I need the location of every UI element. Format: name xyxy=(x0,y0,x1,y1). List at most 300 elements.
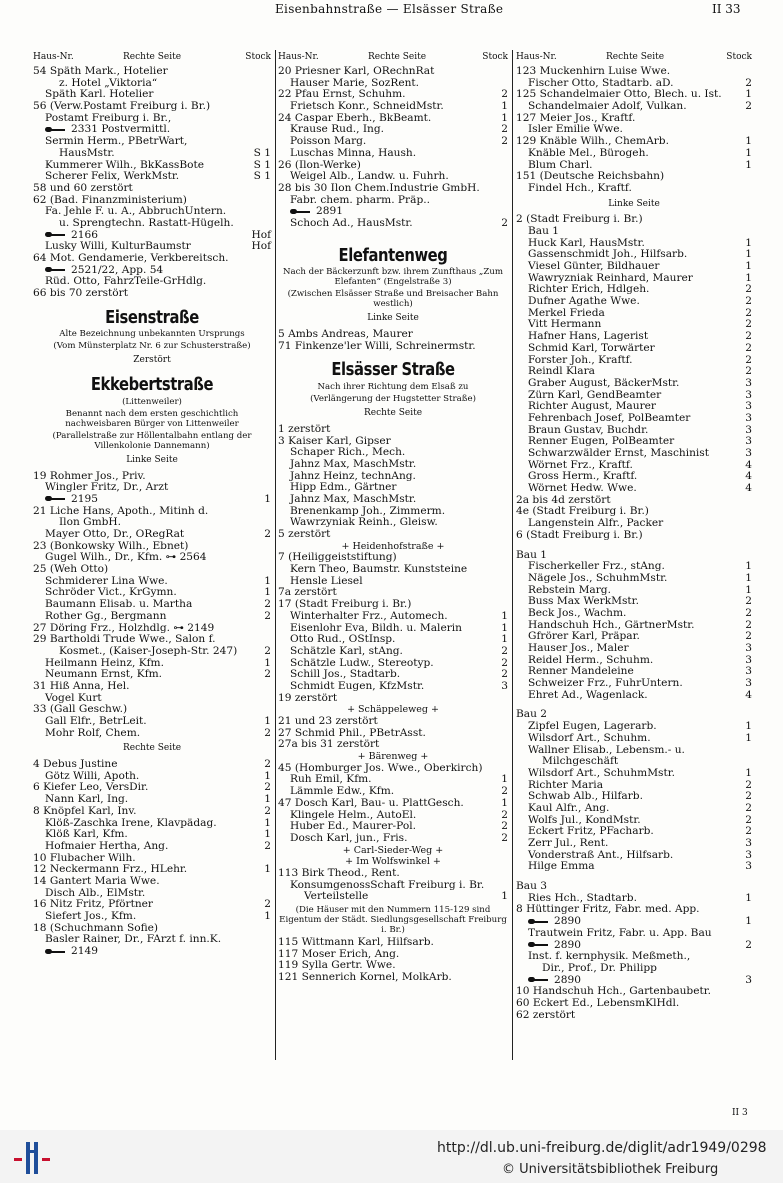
resident-entry xyxy=(33,728,271,740)
entry-text: Schweizer Frz., FuhrUntern. xyxy=(528,677,683,690)
entry-text: Weigel Alb., Landw. u. Fuhrh. xyxy=(290,170,449,183)
entry-text: Merkel Frieda xyxy=(528,306,605,319)
entry-text: 8 Hüttinger Fritz, Fabr. med. App. xyxy=(516,903,700,916)
entry-text: Buss Max WerkMstr. xyxy=(528,595,639,608)
spacer xyxy=(516,542,752,550)
entry-text: 58 und 60 zerstört xyxy=(33,181,133,194)
floor-value: 1 xyxy=(264,828,271,841)
entry-text: 10 Flubacher Wilh. xyxy=(33,851,136,864)
side-heading: Rechte Seite xyxy=(122,743,182,754)
entry-text: Postamt Freiburg i. Br., xyxy=(45,111,172,124)
resident-entry xyxy=(33,218,271,230)
resident-entry xyxy=(516,928,752,940)
entry-text: Kummerer Wilh., BkKassBote xyxy=(45,158,205,171)
entry-text: Basler Rainer, Dr., FArzt f. inn.K. xyxy=(45,933,222,946)
resident-entry xyxy=(516,183,752,195)
entry-text: Otto Rud., OStInsp. xyxy=(290,633,396,646)
entry-text: Hauser Jos., Maler xyxy=(528,642,629,655)
floor-value: 2 xyxy=(501,785,508,798)
entry-text: Klöß Karl, Kfm. xyxy=(45,828,128,841)
floor-value: 1 xyxy=(501,890,508,903)
spacer xyxy=(278,230,508,238)
entry-text: 2166 xyxy=(71,228,98,241)
entry-text: Kosmet., (Kaiser-Joseph-Str. 247) xyxy=(59,644,238,657)
floor-value: Hof xyxy=(251,228,271,241)
entry-text: Huber Ed., Maurer-Pol. xyxy=(290,820,416,833)
floor-value: 2 xyxy=(745,283,752,296)
floor-value: 3 xyxy=(745,411,752,424)
resident-entry xyxy=(278,716,508,728)
entry-text: Baumann Elisab. u. Martha xyxy=(45,598,193,611)
entry-text: Eisenlohr Eva, Bildh. u. Malerin xyxy=(290,621,462,634)
entry-text: 54 Späth Mark., Hotelier xyxy=(33,65,168,77)
floor-value: 3 xyxy=(745,388,752,401)
floor-value: 4 xyxy=(745,482,752,495)
entry-text: 2891 xyxy=(316,205,343,218)
floor-label: Stock xyxy=(482,52,508,62)
entry-text: Dir., Prof., Dr. Philipp xyxy=(542,961,657,974)
floor-value: 1 xyxy=(745,88,752,101)
entry-text: Neumann Ernst, Kfm. xyxy=(45,668,163,681)
entry-text: Renner Eugen, PolBeamter xyxy=(528,435,675,448)
running-title: Eisenbahnstraße — Elsässer Straße xyxy=(275,2,504,16)
entry-text: Schandelmaier Adolf, Vulkan. xyxy=(528,100,687,113)
entry-text: Forster Joh., Kraftf. xyxy=(528,353,633,366)
entry-text: Bau 1 xyxy=(528,224,560,237)
floor-value: 2 xyxy=(501,656,508,669)
resident-entry xyxy=(278,329,508,341)
entry-text: Reindl Klara xyxy=(528,365,595,378)
floor-value: 1 xyxy=(501,609,508,622)
resident-entry xyxy=(278,195,508,207)
house-number-label: Haus-Nr. xyxy=(278,52,319,62)
entry-text: 2149 xyxy=(71,945,98,958)
floor-value: 3 xyxy=(745,435,752,448)
entry-text: Gall Elfr., BetrLeit. xyxy=(45,715,147,727)
entry-text: Zerr Jul., Rent. xyxy=(528,837,609,850)
floor-value: 2 xyxy=(501,88,508,101)
entry-text: 6 Kiefer Leo, VersDir. xyxy=(33,781,149,794)
resident-entry xyxy=(278,424,508,436)
entry-text: Rebstein Marg. xyxy=(528,583,611,596)
entry-text: 12 Neckermann Frz., HLehr. xyxy=(33,863,188,876)
entry-text: Schmiderer Lina Wwe. xyxy=(45,574,168,587)
entry-text: 127 Meier Jos., Kraftf. xyxy=(516,111,636,124)
page-header xyxy=(0,2,783,18)
floor-value: 2 xyxy=(745,618,752,631)
resident-entry xyxy=(516,690,752,702)
floor-value: 1 xyxy=(501,621,508,634)
floor-value: 2 xyxy=(501,123,508,136)
entry-text: Brenenkamp Joh., Zimmerm. xyxy=(290,504,446,517)
floor-value: 3 xyxy=(745,447,752,460)
entry-text: 1 zerstört xyxy=(278,422,331,435)
resident-entry xyxy=(278,459,508,471)
entry-text: Langenstein Alfr., Packer xyxy=(528,517,664,530)
floor-value: 2 xyxy=(745,365,752,378)
floor-value: 2 xyxy=(264,598,271,611)
entry-text: 2195 xyxy=(71,492,98,505)
entry-text: Mohr Rolf, Chem. xyxy=(45,726,141,739)
spacer xyxy=(516,701,752,709)
entry-text: Klöß-Zaschka Irene, Klavpädag. xyxy=(45,816,217,829)
entry-text: Fehrenbach Josef, PolBeamter xyxy=(528,411,691,424)
entry-text: 25 (Weh Otto) xyxy=(33,563,109,576)
entry-text: 66 bis 70 zerstört xyxy=(33,287,128,300)
entry-text: 14 Gantert Maria Wwe. xyxy=(33,874,160,887)
entry-text: Scherer Felix, WerkMstr. xyxy=(45,170,180,183)
entry-text: 29 Bartholdi Trude Wwe., Salon f. xyxy=(33,633,216,646)
resident-entry xyxy=(516,530,752,542)
library-footer-band xyxy=(0,1130,783,1183)
floor-value: 1 xyxy=(745,720,752,733)
entry-text: 27 Schmid Phil., PBetrAsst. xyxy=(278,726,426,739)
entry-text: Schätzle Ludw., Stereotyp. xyxy=(290,656,434,669)
side-label: Rechte Seite xyxy=(368,52,427,62)
floor-value: 1 xyxy=(745,158,752,171)
entry-text: 71 Finkenze'ler Willi, Schreinermstr. xyxy=(278,339,476,352)
house-number-label: Haus-Nr. xyxy=(33,52,74,62)
column-1 xyxy=(33,66,271,958)
entry-text: 28 bis 30 Ilon Chem.Industrie GmbH. xyxy=(278,181,480,194)
house-number-label: Haus-Nr. xyxy=(516,52,557,62)
entry-text: Jahnz Heinz, technAng. xyxy=(290,469,416,482)
cross-street: + Bärenweg + xyxy=(357,751,429,763)
floor-value: 1 xyxy=(745,891,752,904)
entry-text: Fischerkeller Frz., stAng. xyxy=(528,560,665,573)
column-2 xyxy=(278,66,508,984)
entry-text: Richter Erich, Hdlgeh. xyxy=(528,283,650,296)
entry-text: Rüd. Otto, FahrzTeile-GrHdlg. xyxy=(45,275,207,288)
entry-text: 19 Rohmer Jos., Priv. xyxy=(33,469,146,482)
entry-text: 56 (Verw.Postamt Freiburg i. Br.) xyxy=(33,100,211,113)
entry-text: 64 Mot. Gendamerie, Verkbereitsch. xyxy=(33,252,229,264)
telephone-icon xyxy=(290,209,312,214)
side-heading: Linke Seite xyxy=(367,313,419,324)
floor-value: 1 xyxy=(501,633,508,646)
floor-value: 2 xyxy=(264,839,271,852)
floor-value: 1 xyxy=(264,656,271,669)
entry-text: 31 Hiß Anna, Hel. xyxy=(33,679,130,692)
floor-value: 1 xyxy=(264,715,271,727)
telephone-icon xyxy=(528,977,550,982)
entry-text: Hauser Marie, SozRent. xyxy=(290,76,420,89)
source-url[interactable]: http://dl.ub.uni-freiburg.de/diglit/adr1949/0298 xyxy=(437,1140,767,1156)
floor-value: 3 xyxy=(745,677,752,690)
entry-text: Handschuh Hch., GärtnerMstr. xyxy=(528,618,695,631)
resident-entry xyxy=(516,413,752,425)
entry-text: Vogel Kurt xyxy=(45,691,102,704)
floor-value: 2 xyxy=(501,644,508,657)
entry-text: Zürn Karl, GendBeamter xyxy=(528,388,662,401)
floor-value: 1 xyxy=(264,769,271,782)
resident-entry xyxy=(516,226,752,238)
entry-text: Klingele Helm., AutoEl. xyxy=(290,808,417,821)
floor-value: 3 xyxy=(745,837,752,850)
entry-text: Richter August, Maurer xyxy=(528,400,656,413)
entry-text: Eckert Fritz, PFacharb. xyxy=(528,825,654,838)
floor-value: 2 xyxy=(745,938,752,951)
entry-text: Götz Willi, Apoth. xyxy=(45,769,140,782)
entry-text: 117 Moser Erich, Ang. xyxy=(278,947,400,960)
telephone-icon xyxy=(528,919,550,924)
resident-entry xyxy=(278,681,508,693)
floor-value: S 1 xyxy=(253,146,271,159)
entry-text: 20 Priesner Karl, ORechnRat xyxy=(278,65,435,77)
resident-entry xyxy=(516,881,752,893)
floor-value: 1 xyxy=(501,773,508,786)
entry-text: Bau 2 xyxy=(516,708,548,721)
floor-value: 2 xyxy=(745,330,752,343)
resident-entry xyxy=(33,681,271,693)
resident-entry xyxy=(33,934,271,946)
floor-value: S 1 xyxy=(253,158,271,171)
floor-value: 2 xyxy=(264,804,271,817)
entry-text: 2 (Stadt Freiburg i. Br.) xyxy=(516,213,643,226)
entry-text: Nann Karl, Ing. xyxy=(45,793,129,806)
entry-text: Wörnet Hedw. Wwe. xyxy=(528,482,637,495)
entry-text: 7a zerstört xyxy=(278,586,337,599)
floor-value: S 1 xyxy=(253,170,271,183)
floor-value: 2 xyxy=(745,341,752,354)
entry-text: Luschas Minna, Haush. xyxy=(290,146,417,159)
entry-text: 2a bis 4d zerstört xyxy=(516,493,611,506)
street-note: (Vom Münsterplatz Nr. 6 zur Schusterstraße) xyxy=(53,341,251,352)
cross-street: + Im Wolfswinkel + xyxy=(345,856,441,868)
entry-text: Dosch Karl, jun., Fris. xyxy=(290,831,408,844)
floor-value: 2 xyxy=(501,831,508,844)
floor-value: 3 xyxy=(745,848,752,861)
resident-entry xyxy=(516,296,752,308)
floor-value: 2 xyxy=(745,76,752,89)
entry-text: 2890 xyxy=(554,938,581,951)
resident-entry xyxy=(33,494,271,506)
resident-entry xyxy=(33,183,271,195)
entry-text: Vitt Hermann xyxy=(528,318,602,331)
resident-entry xyxy=(33,148,271,160)
entry-text: Disch Alb., ElMstr. xyxy=(45,886,146,899)
entry-text: Kern Theo, Baumstr. Kunststeine xyxy=(290,563,468,576)
street-heading: Ekkebertstraße xyxy=(90,374,214,396)
entry-text: 2890 xyxy=(554,973,581,986)
floor-value: 4 xyxy=(745,470,752,483)
entry-text: Schmid Karl, Torwärter xyxy=(528,341,655,354)
column-divider xyxy=(512,50,513,1060)
entry-text: Wilsdorf Art., SchuhmMstr. xyxy=(528,766,676,779)
floor-value: 1 xyxy=(501,796,508,809)
cross-street: + Carl-Sieder-Weg + xyxy=(342,844,444,856)
entry-text: u. Sprengtechn. Rastatt-Hügelh. xyxy=(59,216,234,229)
entry-text: Wilsdorf Art., Schuhm. xyxy=(528,731,651,744)
resident-entry xyxy=(33,759,271,771)
entry-text: Trautwein Fritz, Fabr. u. App. Bau xyxy=(528,926,712,939)
floor-value: 2 xyxy=(745,353,752,366)
floor-value: 1 xyxy=(264,586,271,599)
entry-text: Viesel Günter, Bildhauer xyxy=(528,260,660,273)
resident-entry xyxy=(33,646,271,658)
floor-value: 2 xyxy=(264,758,271,771)
resident-entry xyxy=(278,611,508,623)
entry-text: 27 Döring Frz., Holzhdlg. ⊶ 2149 xyxy=(33,621,215,634)
street-note: Nach ihrer Richtung dem Elsaß zu xyxy=(317,382,469,393)
resident-entry xyxy=(516,998,752,1010)
side-heading: Linke Seite xyxy=(126,454,178,465)
street-heading: Elsässer Straße xyxy=(331,359,455,381)
resident-entry xyxy=(516,101,752,113)
street-note: Nach der Bäckerzunft bzw. ihrem Zunfthaus „Zum Elefanten“ (Engelstraße 3) xyxy=(282,267,504,288)
side-heading: Linke Seite xyxy=(608,198,660,209)
entry-text: Sermin Herm., PBetrWart, xyxy=(45,135,188,148)
entry-text: Krause Rud., Ing. xyxy=(290,123,385,136)
entry-text: 21 Liche Hans, Apoth., Mitinh d. xyxy=(33,504,209,517)
entry-text: 47 Dosch Karl, Bau- u. PlattGesch. xyxy=(278,796,464,809)
entry-text: Dufner Agathe Wwe. xyxy=(528,295,640,308)
entry-text: Lämmle Edw., Kfm. xyxy=(290,785,395,798)
floor-label: Stock xyxy=(245,52,271,62)
entry-text: 2331 Postvermittl. xyxy=(71,123,171,136)
resident-entry xyxy=(278,833,508,845)
entry-text: 2890 xyxy=(554,915,581,928)
floor-value: 2 xyxy=(264,644,271,657)
entry-text: z. Hotel „Viktoria“ xyxy=(59,76,158,89)
floor-value: 2 xyxy=(745,100,752,113)
entry-text: 22 Pfau Ernst, Schuhm. xyxy=(278,88,406,101)
entry-text: 7 (Heiliggeiststiftung) xyxy=(278,551,397,564)
floor-value: 4 xyxy=(745,458,752,471)
floor-value: 1 xyxy=(745,766,752,779)
side-heading: Rechte Seite xyxy=(363,408,423,419)
entry-text: 119 Sylla Gertr. Wwe. xyxy=(278,959,396,972)
entry-text: Späth Karl. Hotelier xyxy=(45,88,154,101)
floor-value: 1 xyxy=(501,111,508,124)
floor-value: 1 xyxy=(264,793,271,806)
entry-text: Schwarzwälder Ernst, Maschinist xyxy=(528,447,709,460)
entry-text: Wolfs Jul., KondMstr. xyxy=(528,813,641,826)
floor-value: 3 xyxy=(501,679,508,692)
resident-entry xyxy=(33,841,271,853)
entry-text: 62 (Bad. Finanzministerium) xyxy=(33,193,187,206)
entry-text: Ehret Ad., Wagenlack. xyxy=(528,688,648,701)
entry-text: Richter Maria xyxy=(528,778,604,791)
floor-value: 2 xyxy=(745,306,752,319)
street-note: (Littenweiler) xyxy=(122,396,182,407)
entry-text: 24 Caspar Eberh., BkBeamt. xyxy=(278,111,432,124)
telephone-icon xyxy=(45,232,67,237)
entry-text: 115 Wittmann Karl, Hilfsarb. xyxy=(278,936,434,949)
floor-label: Stock xyxy=(726,52,752,62)
entry-text: Huck Karl, HausMstr. xyxy=(528,236,645,249)
entry-text: Nägele Jos., SchuhmMstr. xyxy=(528,571,668,584)
cross-street: + Heidenhofstraße + xyxy=(341,540,445,552)
entry-text: Bau 1 xyxy=(516,548,548,561)
resident-entry xyxy=(33,288,271,300)
entry-text: Jahnz Max, MaschMstr. xyxy=(290,457,417,470)
entry-text: Fa. Jehle F. u. A., AbbruchUntern. xyxy=(45,205,227,218)
entry-text: Vonderstraß Ant., Hilfsarb. xyxy=(528,848,674,861)
entry-text: Schätzle Karl, stAng. xyxy=(290,644,403,657)
resident-entry xyxy=(516,66,752,78)
resident-entry xyxy=(33,911,271,923)
resident-entry xyxy=(33,716,271,728)
floor-value: 1 xyxy=(745,146,752,159)
resident-entry xyxy=(33,611,271,623)
resident-entry xyxy=(33,482,271,494)
resident-entry xyxy=(278,868,508,880)
entry-text: 27a bis 31 zerstört xyxy=(278,738,380,751)
resident-entry xyxy=(278,101,508,113)
entry-text: Ruh Emil, Kfm. xyxy=(290,773,372,786)
entry-text: Hensle Liesel xyxy=(290,574,363,587)
entry-text: 123 Muckenhirn Luise Wwe. xyxy=(516,65,671,77)
entry-text: Wawrzyniak Reinh., Gleisw. xyxy=(290,516,438,529)
entry-text: Gugel Wilh., Dr., Kfm. ⊶ 2564 xyxy=(45,551,207,564)
entry-text: 5 zerstört xyxy=(278,528,331,540)
resident-entry xyxy=(516,261,752,273)
resident-entry xyxy=(278,494,508,506)
entry-text: Frietsch Konr., SchneidMstr. xyxy=(290,100,444,113)
entry-text: Knäble Mel., Bürogeh. xyxy=(528,146,649,159)
floor-value: 2 xyxy=(745,801,752,814)
entry-text: Rother Gg., Bergmann xyxy=(45,609,167,622)
entry-text: Ries Hch., Stadtarb. xyxy=(528,891,637,904)
resident-entry xyxy=(516,904,752,916)
entry-text: Schröder Vict., KrGymn. xyxy=(45,586,177,599)
street-heading: Elefantenweg xyxy=(338,244,448,266)
entry-text: 17 (Stadt Freiburg i. Br.) xyxy=(278,598,412,611)
resident-entry xyxy=(278,891,508,903)
floor-value: 1 xyxy=(745,583,752,596)
side-label: Rechte Seite xyxy=(123,52,182,62)
column-divider xyxy=(275,50,276,1060)
street-note: Alte Bezeichnung unbekannten Ursprungs xyxy=(59,329,245,340)
floor-value: 1 xyxy=(745,731,752,744)
floor-value: 2 xyxy=(745,778,752,791)
resident-entry xyxy=(33,876,271,888)
resident-entry xyxy=(516,678,752,690)
entry-text: Graber August, BäckerMstr. xyxy=(528,376,680,389)
floor-value: 1 xyxy=(745,135,752,148)
floor-value: 3 xyxy=(745,860,752,873)
entry-text: Braun Gustav, Buchdr. xyxy=(528,423,649,436)
entry-text: Bau 3 xyxy=(516,880,548,893)
resident-entry xyxy=(278,693,508,705)
entry-text: 113 Birk Theod., Rent. xyxy=(278,867,400,880)
floor-value: 4 xyxy=(745,688,752,701)
floor-value: 1 xyxy=(264,816,271,829)
resident-entry xyxy=(516,608,752,620)
floor-value: 3 xyxy=(745,423,752,436)
entry-text: 5 Ambs Andreas, Maurer xyxy=(278,328,413,341)
floor-value: 1 xyxy=(745,260,752,273)
entry-text: 33 (Gall Geschw.) xyxy=(33,703,128,716)
resident-entry xyxy=(278,529,508,541)
entry-text: 62 zerstört xyxy=(516,1008,576,1021)
entry-text: Schmidt Eugen, KfzMstr. xyxy=(290,679,425,692)
entry-text: 16 Nitz Fritz, Pförtner xyxy=(33,898,153,911)
entry-text: Wingler Fritz, Dr., Arzt xyxy=(45,481,169,494)
resident-entry xyxy=(278,937,508,949)
entry-text: Wallner Elisab., Lebensm.- u. xyxy=(528,743,685,756)
entry-text: Mayer Otto, Dr., ORegRat xyxy=(45,528,185,540)
resident-entry xyxy=(516,1010,752,1022)
entry-text: Schwab Alb., Hilfarb. xyxy=(528,790,643,803)
resident-entry xyxy=(33,529,271,541)
column-3 xyxy=(516,66,752,1021)
entry-text: 8 Knöpfel Karl, Inv. xyxy=(33,804,137,817)
floor-value: 2 xyxy=(745,630,752,643)
resident-entry xyxy=(516,963,752,975)
entry-text: 125 Schandelmaier Otto, Blech. u. Ist. xyxy=(516,88,722,101)
